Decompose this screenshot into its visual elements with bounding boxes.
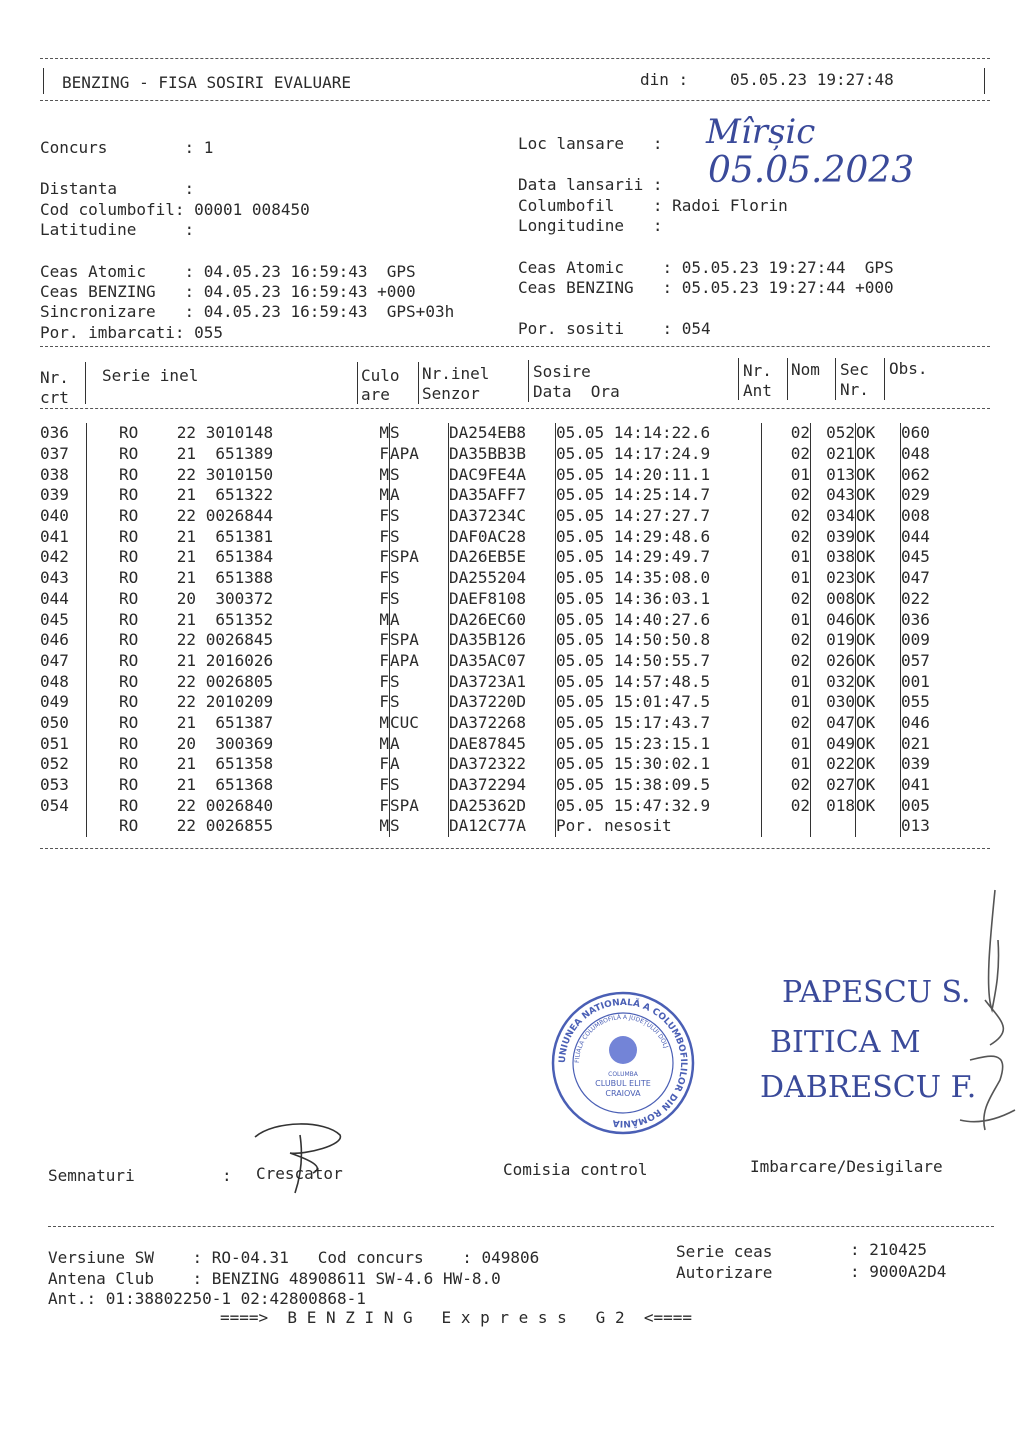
hdr-sep-3 <box>418 362 419 404</box>
cell-sec: OK <box>856 423 901 444</box>
cell-sosire: 05.05 15:30:02.1 <box>556 754 762 775</box>
cell-nr: 048 <box>40 671 69 691</box>
table-row <box>40 568 951 589</box>
cell-obs: 036 <box>901 609 952 630</box>
col-sec-2: Nr. <box>840 380 869 399</box>
col-culoare-2: are <box>361 385 390 404</box>
cell-nom: 026 <box>811 651 856 672</box>
cell-senzor: DA37220D <box>449 692 556 713</box>
cell-sex: F <box>379 547 389 567</box>
autorizare-value: : 9000A2D4 <box>850 1262 947 1281</box>
commission-signatures <box>930 880 1020 1160</box>
table-row <box>40 423 951 444</box>
hdr-sep-6 <box>787 358 788 400</box>
longitudine-field: Longitudine : <box>518 216 663 235</box>
cell-sec: OK <box>856 671 901 692</box>
cell-culoare: S <box>390 423 449 444</box>
cell-nom: 052 <box>811 423 856 444</box>
commission-name-3: DABRESCU F. <box>760 1070 977 1105</box>
cell-sec: OK <box>856 609 901 630</box>
distanta-field: Distanta : <box>40 179 195 198</box>
cell-ant: 02 <box>762 423 811 444</box>
cell-ant: 01 <box>762 692 811 713</box>
ceas-atomic-start: Ceas Atomic : 04.05.23 16:59:43 GPS <box>40 262 416 281</box>
cell-culoare: APA <box>390 444 449 465</box>
latitudine-field: Latitudine : <box>40 220 195 239</box>
cell-culoare: S <box>390 589 449 610</box>
col-nrinel-1: Nr.inel <box>422 364 490 383</box>
hdr-sep-2 <box>357 362 358 404</box>
cell-obs: 013 <box>901 816 952 837</box>
stamp-outer-text: UNIUNEA NATIONALĂ A COLUMBOFILILOR DIN ROMÂNIA <box>557 997 689 1129</box>
cell-obs: 001 <box>901 671 952 692</box>
cell-senzor: DA35AC07 <box>449 651 556 672</box>
cell-ant: 02 <box>762 526 811 547</box>
cell-sec <box>856 816 901 837</box>
cell-senzor: DA35AFF7 <box>449 485 556 506</box>
din-label: din : <box>640 70 689 89</box>
versiune-sw: Versiune SW : RO-04.31 Cod concurs : 049806 <box>48 1248 540 1267</box>
cell-sosire: 05.05 15:17:43.7 <box>556 713 762 734</box>
cell-sex: F <box>379 795 389 815</box>
cell-culoare: APA <box>390 651 449 672</box>
cell-culoare: S <box>390 506 449 527</box>
cell-sex: F <box>379 692 389 712</box>
table-row <box>40 630 951 651</box>
cell-nom: 049 <box>811 733 856 754</box>
cell-sex: F <box>379 630 389 650</box>
cell-ant <box>762 816 811 837</box>
cell-nr: 047 <box>40 650 69 670</box>
cell-serie: RO 22 2010209 <box>87 692 368 713</box>
cell-nr: 039 <box>40 485 69 505</box>
table-row <box>40 547 951 568</box>
table-row <box>40 733 951 754</box>
stamp-inner-text: FILIALA COLUMBOFILĂ A JUDEȚULUI DOLJ <box>573 1013 670 1064</box>
cell-senzor: DA3723A1 <box>449 671 556 692</box>
cell-sec: OK <box>856 485 901 506</box>
arrivals-table-body <box>40 423 951 837</box>
cell-ant: 02 <box>762 651 811 672</box>
cell-nr: 050 <box>40 712 69 732</box>
cell-nom: 021 <box>811 444 856 465</box>
cell-nr: 046 <box>40 630 69 650</box>
cell-nom: 013 <box>811 464 856 485</box>
cell-nr <box>40 816 87 837</box>
table-row <box>40 795 951 816</box>
cell-sex: F <box>379 650 389 670</box>
cell-nom: 046 <box>811 609 856 630</box>
cell-ant: 01 <box>762 609 811 630</box>
table-row <box>40 671 951 692</box>
table-row <box>40 589 951 610</box>
cell-nr: 051 <box>40 733 69 753</box>
cell-sec: OK <box>856 630 901 651</box>
cell-sec: OK <box>856 713 901 734</box>
cell-nr: 037 <box>40 444 69 464</box>
cell-serie: RO 21 2016026 <box>87 651 368 672</box>
cell-serie: RO 22 0026840 <box>87 795 368 816</box>
ceas-benzing-start: Ceas BENZING : 04.05.23 16:59:43 +000 <box>40 282 416 301</box>
col-nrant-2: Ant <box>743 381 772 400</box>
cell-culoare: A <box>390 754 449 775</box>
cell-senzor: DA25362D <box>449 795 556 816</box>
cell-nom: 022 <box>811 754 856 775</box>
cell-nom: 008 <box>811 589 856 610</box>
cell-nom: 032 <box>811 671 856 692</box>
table-row <box>40 816 951 837</box>
table-row <box>40 526 951 547</box>
cell-obs: 046 <box>901 713 952 734</box>
cell-obs: 057 <box>901 651 952 672</box>
cell-obs: 060 <box>901 423 952 444</box>
cell-nr: 053 <box>40 775 69 795</box>
cell-obs: 041 <box>901 775 952 796</box>
table-row <box>40 485 951 506</box>
cell-sex: M <box>379 733 389 753</box>
cell-senzor: DA26EC60 <box>449 609 556 630</box>
cell-serie: RO 21 651384 <box>87 547 368 568</box>
cell-obs: 047 <box>901 568 952 589</box>
cell-senzor: DA255204 <box>449 568 556 589</box>
cell-culoare: S <box>390 816 449 837</box>
commission-name-1: PAPESCU S. <box>782 975 971 1010</box>
header-left-bar <box>43 68 44 94</box>
table-row <box>40 754 951 775</box>
cell-senzor: DAC9FE4A <box>449 464 556 485</box>
porumbei-imbarcati: Por. imbarcati: 055 <box>40 323 224 342</box>
crescator-label: Crescator <box>256 1164 343 1183</box>
cell-obs: 029 <box>901 485 952 506</box>
cell-nom: 030 <box>811 692 856 713</box>
cell-sex: F <box>379 568 389 588</box>
cell-sec: OK <box>856 775 901 796</box>
cell-sec: OK <box>856 547 901 568</box>
cell-nom: 034 <box>811 506 856 527</box>
cell-nr: 043 <box>40 568 69 588</box>
cell-culoare: A <box>390 609 449 630</box>
cell-obs: 062 <box>901 464 952 485</box>
cell-sex: F <box>379 506 389 526</box>
cell-culoare: SPA <box>390 630 449 651</box>
cell-serie: RO 22 0026844 <box>87 506 368 527</box>
cell-sec: OK <box>856 754 901 775</box>
cell-nr: 038 <box>40 464 69 484</box>
cell-serie: RO 20 300369 <box>87 733 368 754</box>
cell-sosire: 05.05 15:47:32.9 <box>556 795 762 816</box>
cell-culoare: S <box>390 464 449 485</box>
cell-senzor: DA372268 <box>449 713 556 734</box>
col-serie: Serie inel <box>102 366 199 385</box>
cell-sex: F <box>379 671 389 691</box>
cell-nr: 042 <box>40 547 69 567</box>
col-nrinel-2: Senzor <box>422 384 480 403</box>
cell-serie: RO 22 3010150 <box>87 464 368 485</box>
cell-senzor: DA26EB5E <box>449 547 556 568</box>
cell-sex: F <box>379 526 389 546</box>
cell-culoare: A <box>390 485 449 506</box>
col-culoare-1: Culo <box>361 366 400 385</box>
cell-senzor: DA254EB8 <box>449 423 556 444</box>
cell-sec: OK <box>856 526 901 547</box>
cell-sosire: 05.05 14:27:27.7 <box>556 506 762 527</box>
cell-ant: 02 <box>762 630 811 651</box>
cell-obs: 021 <box>901 733 952 754</box>
cell-sosire: 05.05 15:38:09.5 <box>556 775 762 796</box>
cell-nom: 038 <box>811 547 856 568</box>
antena-ids: Ant.: 01:38802250-1 02:42800868-1 <box>48 1289 366 1308</box>
cell-senzor: DAF0AC28 <box>449 526 556 547</box>
cell-nr: 041 <box>40 526 69 546</box>
cell-sec: OK <box>856 506 901 527</box>
cell-ant: 02 <box>762 589 811 610</box>
cell-sec: OK <box>856 464 901 485</box>
cell-sosire: Por. nesosit <box>556 816 762 837</box>
cell-senzor: DA37234C <box>449 506 556 527</box>
cell-sex: F <box>379 588 389 608</box>
cell-obs: 008 <box>901 506 952 527</box>
col-nr-2: crt <box>40 388 69 407</box>
cell-serie: RO 22 0026845 <box>87 630 368 651</box>
ceas-benzing-end: Ceas BENZING : 05.05.23 19:27:44 +000 <box>518 278 894 297</box>
concurs-field: Concurs : 1 <box>40 138 214 157</box>
cell-sec: OK <box>856 589 901 610</box>
cell-ant: 01 <box>762 547 811 568</box>
cell-nom <box>811 816 856 837</box>
comisia-label: Comisia control <box>503 1160 648 1179</box>
cell-obs: 039 <box>901 754 952 775</box>
cell-sosire: 05.05 14:57:48.5 <box>556 671 762 692</box>
cell-serie: RO 21 651358 <box>87 754 368 775</box>
cell-sosire: 05.05 14:50:50.8 <box>556 630 762 651</box>
cell-sec: OK <box>856 651 901 672</box>
cell-ant: 01 <box>762 464 811 485</box>
cell-senzor: DA372322 <box>449 754 556 775</box>
benzing-express-banner: ====> B E N Z I N G E x p r e s s G 2 <==== <box>220 1308 693 1327</box>
pigeon-emblem-icon <box>609 1036 637 1064</box>
cell-sosire: 05.05 14:29:48.6 <box>556 526 762 547</box>
cell-sosire: 05.05 14:17:24.9 <box>556 444 762 465</box>
col-nom: Nom <box>791 360 820 379</box>
cell-ant: 02 <box>762 506 811 527</box>
cell-sex: M <box>379 816 389 836</box>
cell-culoare: S <box>390 568 449 589</box>
cell-nom: 043 <box>811 485 856 506</box>
table-row <box>40 775 951 796</box>
cell-culoare: CUC <box>390 713 449 734</box>
cell-culoare: SPA <box>390 795 449 816</box>
table-row <box>40 651 951 672</box>
table-row <box>40 609 951 630</box>
table-bottom-border <box>40 848 990 849</box>
cell-ant: 01 <box>762 671 811 692</box>
cell-serie: RO 22 0026855 <box>87 816 368 837</box>
cell-sec: OK <box>856 795 901 816</box>
cell-obs: 005 <box>901 795 952 816</box>
stamp-center-1: COLUMBA <box>608 1071 638 1078</box>
semnaturi-label: Semnaturi <box>48 1166 135 1185</box>
cell-senzor: DAE87845 <box>449 733 556 754</box>
top-border <box>40 58 990 59</box>
cell-culoare: S <box>390 775 449 796</box>
loc-label: Loc lansare : <box>518 134 663 153</box>
col-nr-1: Nr. <box>40 368 69 387</box>
cell-serie: RO 21 651389 <box>87 444 368 465</box>
cell-sex: M <box>379 464 389 484</box>
cell-obs: 055 <box>901 692 952 713</box>
cell-serie: RO 22 0026805 <box>87 671 368 692</box>
din-value: 05.05.23 19:27:48 <box>730 70 894 89</box>
cell-nom: 019 <box>811 630 856 651</box>
cell-ant: 02 <box>762 713 811 734</box>
cell-serie: RO 21 651387 <box>87 713 368 734</box>
cell-obs: 045 <box>901 547 952 568</box>
hdr-sep-7 <box>835 358 836 400</box>
hdr-sep-5 <box>738 358 739 400</box>
cell-sex: F <box>379 754 389 774</box>
cell-sosire: 05.05 14:29:49.7 <box>556 547 762 568</box>
cell-culoare: A <box>390 733 449 754</box>
cell-obs: 022 <box>901 589 952 610</box>
cell-ant: 01 <box>762 568 811 589</box>
cell-serie: RO 22 3010148 <box>87 423 368 444</box>
commission-name-2: BITICA M <box>770 1025 921 1060</box>
cell-nr: 045 <box>40 609 69 629</box>
cell-ant: 02 <box>762 775 811 796</box>
cell-serie: RO 20 300372 <box>87 589 368 610</box>
cell-sex: F <box>379 444 389 464</box>
cell-sec: OK <box>856 733 901 754</box>
cell-sosire: 05.05 14:36:03.1 <box>556 589 762 610</box>
cell-sosire: 05.05 15:23:15.1 <box>556 733 762 754</box>
cell-nr: 052 <box>40 754 69 774</box>
stamp-center-3: CRAIOVA <box>605 1089 641 1098</box>
cell-senzor: DA35BB3B <box>449 444 556 465</box>
cell-obs: 009 <box>901 630 952 651</box>
stamp-center-2: CLUBUL ELITE <box>595 1079 651 1088</box>
cell-sosire: 05.05 14:50:55.7 <box>556 651 762 672</box>
cell-sex: F <box>379 775 389 795</box>
ceas-atomic-end: Ceas Atomic : 05.05.23 19:27:44 GPS <box>518 258 894 277</box>
cell-nr: 049 <box>40 692 69 712</box>
sincronizare: Sincronizare : 04.05.23 16:59:43 GPS+03h <box>40 302 455 321</box>
cell-obs: 044 <box>901 526 952 547</box>
header-bottom-border <box>40 100 990 101</box>
serie-ceas-label: Serie ceas <box>676 1242 773 1261</box>
cell-culoare: S <box>390 526 449 547</box>
page-title: BENZING - FISA SOSIRI EVALUARE <box>62 73 351 92</box>
columbofil-field: Columbofil : Radoi Florin <box>518 196 788 215</box>
col-nrant-1: Nr. <box>743 361 772 380</box>
header-right-bar <box>984 68 985 94</box>
col-sosire-1: Sosire <box>533 362 591 381</box>
cell-sex: M <box>379 712 389 732</box>
hdr-sep-1 <box>85 362 86 404</box>
hdr-sep-8 <box>884 358 885 400</box>
cell-culoare: S <box>390 671 449 692</box>
cell-nr: 040 <box>40 506 69 526</box>
cell-serie: RO 21 651352 <box>87 609 368 630</box>
hdr-sep-4 <box>528 360 529 402</box>
cell-nr: 044 <box>40 588 69 608</box>
imbarcare-label: Imbarcare/Desigilare <box>750 1157 943 1176</box>
cell-ant: 02 <box>762 485 811 506</box>
cell-sex: M <box>379 423 389 443</box>
cell-nom: 047 <box>811 713 856 734</box>
cell-senzor: DA372294 <box>449 775 556 796</box>
cell-sosire: 05.05 14:20:11.1 <box>556 464 762 485</box>
arrivals-table <box>40 423 951 837</box>
col-obs: Obs. <box>889 359 928 378</box>
antena-club: Antena Club : BENZING 48908611 SW-4.6 HW-8.0 <box>48 1269 501 1288</box>
col-sosire-2: Data Ora <box>533 382 620 401</box>
cell-nom: 018 <box>811 795 856 816</box>
cell-nr: 036 <box>40 423 69 443</box>
autorizare-label: Autorizare <box>676 1263 773 1282</box>
table-row <box>40 713 951 734</box>
data-lansarii-handwritten: 05.05.2023 <box>708 150 915 191</box>
cell-sec: OK <box>856 692 901 713</box>
cell-serie: RO 21 651368 <box>87 775 368 796</box>
cell-sec: OK <box>856 444 901 465</box>
cell-senzor: DA12C77A <box>449 816 556 837</box>
cell-sec: OK <box>856 568 901 589</box>
cell-sosire: 05.05 14:25:14.7 <box>556 485 762 506</box>
table-row <box>40 692 951 713</box>
table-top-border <box>40 346 990 347</box>
cell-culoare: S <box>390 692 449 713</box>
cod-columbofil-field: Cod columbofil: 00001 008450 <box>40 200 310 219</box>
cell-sosire: 05.05 15:01:47.5 <box>556 692 762 713</box>
cell-obs: 048 <box>901 444 952 465</box>
loc-handwritten: Mîrșic <box>706 112 816 152</box>
cell-nr: 054 <box>40 795 69 815</box>
cell-ant: 01 <box>762 754 811 775</box>
cell-nom: 023 <box>811 568 856 589</box>
table-row <box>40 506 951 527</box>
cell-ant: 01 <box>762 733 811 754</box>
data-lansarii-label: Data lansarii : <box>518 175 663 194</box>
table-row <box>40 464 951 485</box>
cell-ant: 02 <box>762 444 811 465</box>
cell-senzor: DAEF8108 <box>449 589 556 610</box>
table-row <box>40 444 951 465</box>
table-header-bottom-border <box>40 408 990 409</box>
cell-sosire: 05.05 14:35:08.0 <box>556 568 762 589</box>
cell-sex: M <box>379 485 389 505</box>
cell-sex: M <box>379 609 389 629</box>
cell-senzor: DA35B126 <box>449 630 556 651</box>
cell-serie: RO 21 651322 <box>87 485 368 506</box>
cell-nom: 027 <box>811 775 856 796</box>
porumbei-sositi: Por. sositi : 054 <box>518 319 711 338</box>
cell-sosire: 05.05 14:14:22.6 <box>556 423 762 444</box>
serie-ceas-value: : 210425 <box>850 1240 928 1259</box>
cell-nom: 039 <box>811 526 856 547</box>
col-sec-1: Sec <box>840 360 869 379</box>
cell-sosire: 05.05 14:40:27.6 <box>556 609 762 630</box>
semnaturi-colon: : <box>222 1166 232 1185</box>
club-stamp <box>548 988 698 1138</box>
cell-culoare: SPA <box>390 547 449 568</box>
cell-ant: 02 <box>762 795 811 816</box>
cell-serie: RO 21 651381 <box>87 526 368 547</box>
footer-top-border <box>48 1226 994 1227</box>
cell-serie: RO 21 651388 <box>87 568 368 589</box>
